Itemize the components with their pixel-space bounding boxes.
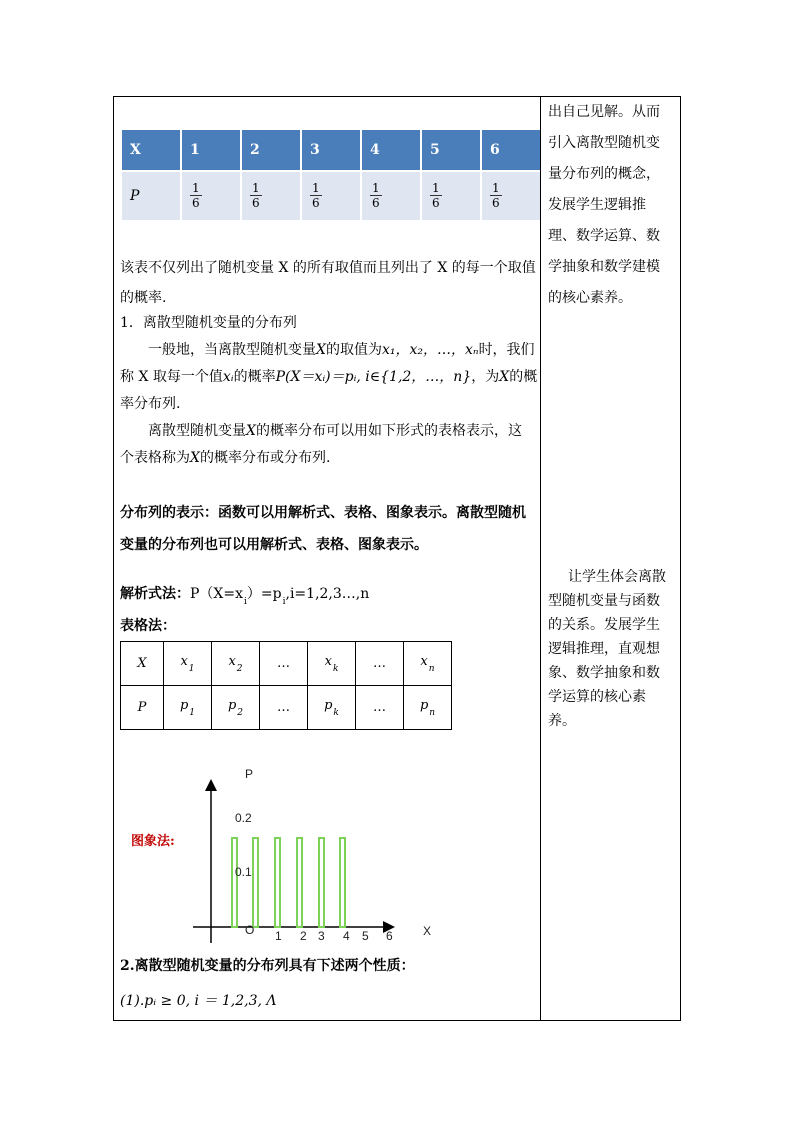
table-cell: … [356, 686, 404, 730]
table-cell: $x_n$ [404, 642, 452, 686]
table-cell: $p_2$ [212, 686, 260, 730]
y-axis-label: P [245, 767, 254, 781]
representation-line: 变量的分布列也可以用解析式、表格、图象表示。 [120, 537, 428, 553]
header-cell: 6 [482, 130, 540, 170]
row-label: P [122, 172, 180, 220]
property-1: (1).pᵢ ≥ 0, i ＝ 1,2,3, Λ [120, 993, 277, 1009]
side-note-line: 的关系。发展学生 [548, 617, 660, 633]
side-note-line: 出自己见解。从而 [548, 104, 660, 120]
side-note-line: 象、数学抽象和数 [548, 665, 660, 681]
side-note-line: 发展学生逻辑推 [548, 197, 646, 213]
fraction: $\frac{1}{6}$ [252, 181, 260, 210]
side-note-line: 型随机变量与函数 [548, 593, 660, 609]
origin-label: O [245, 923, 255, 937]
side-note-line: 学运算的核心素 [548, 689, 646, 705]
table-cell: $p_1$ [164, 686, 212, 730]
x-axis-label: X [423, 924, 432, 938]
table-cell: $x_1$ [164, 642, 212, 686]
x-tick-label: 3 [318, 929, 325, 943]
header-cell: 1 [182, 130, 240, 170]
table-cell: P [121, 686, 164, 730]
side-note-line: 量分布列的概念， [548, 166, 660, 182]
header-cell: 3 [302, 130, 360, 170]
side-note-line: 的核心素养。 [548, 290, 632, 306]
side-note-line: 学抽象和数学建模 [548, 259, 660, 275]
side-note-line: 理、数学运算、数 [548, 228, 660, 244]
side-note-line: 引入离散型随机变 [548, 135, 660, 151]
table-cell: … [260, 642, 308, 686]
definition-line: 离散型随机变量X的概率分布可以用如下形式的表格表示，这 [148, 423, 522, 439]
table-cell: $x_2$ [212, 642, 260, 686]
side-note-line: 让学生体会离散 [568, 569, 666, 585]
table-cell: $p_n$ [404, 686, 452, 730]
y-tick-label: 0.2 [235, 811, 252, 825]
fraction: $\frac{1}{6}$ [312, 181, 320, 210]
bar-5 [319, 838, 324, 927]
table-cell: … [260, 686, 308, 730]
section-title: 2.离散型随机变量的分布列具有下述两个性质： [120, 958, 415, 974]
bar-1 [232, 838, 237, 927]
bar-6 [340, 838, 345, 927]
fraction: $\frac{1}{6}$ [372, 181, 380, 210]
bar-3 [275, 838, 280, 927]
table-cell: X [121, 642, 164, 686]
header-cell: 5 [422, 130, 480, 170]
header-cell: 4 [362, 130, 420, 170]
x-tick-label: 4 [343, 929, 350, 943]
table-cell: $p_k$ [308, 686, 356, 730]
table-cell: … [356, 642, 404, 686]
side-note-line: 逻辑推理，直观想 [548, 641, 660, 657]
paragraph-line: 该表不仅列出了随机变量 X 的所有取值而且列出了 X 的每一个取值 [120, 260, 536, 276]
definition-line: 个表格称为X的概率分布或分布列. [120, 450, 331, 466]
fraction: $\frac{1}{6}$ [492, 181, 500, 210]
header-cell: X [122, 130, 180, 170]
side-note-line: 养。 [548, 713, 576, 729]
analytic-method: 解析式法：$P(X=x_i)=p_i,i=1,2,3\dots,n$ [120, 586, 370, 607]
table-cell: $x_k$ [308, 642, 356, 686]
definition-line: 一般地，当离散型随机变量X的取值为x₁，x₂，…，xₙ时，我们 [148, 342, 535, 358]
x-tick-label: 5 [362, 929, 369, 943]
definition-line: 称 X 取每一个值xᵢ的概率P(X＝xᵢ)＝pᵢ, i∈{1,2，…，n}，为X的概 [120, 369, 538, 385]
bar-4 [297, 838, 302, 927]
x-tick-label: 1 [275, 929, 282, 943]
y-tick-label: 0.1 [235, 865, 252, 879]
table-method-label: 表格法： [120, 618, 176, 634]
section-title: 1．离散型随机变量的分布列 [120, 315, 297, 331]
definition-line: 率分布列. [120, 396, 181, 412]
x-tick-label: 2 [300, 929, 307, 943]
graph-method-label: 图象法: [131, 834, 175, 849]
x-tick-label: 6 [386, 929, 393, 943]
paragraph-line: 的概率. [120, 290, 167, 306]
fraction: $\frac{1}{6}$ [192, 181, 200, 210]
bar-2 [253, 838, 258, 927]
header-cell: 2 [242, 130, 300, 170]
representation-line: 分布列的表示：函数可以用解析式、表格、图象表示。离散型随机 [120, 505, 526, 521]
fraction: $\frac{1}{6}$ [432, 181, 440, 210]
